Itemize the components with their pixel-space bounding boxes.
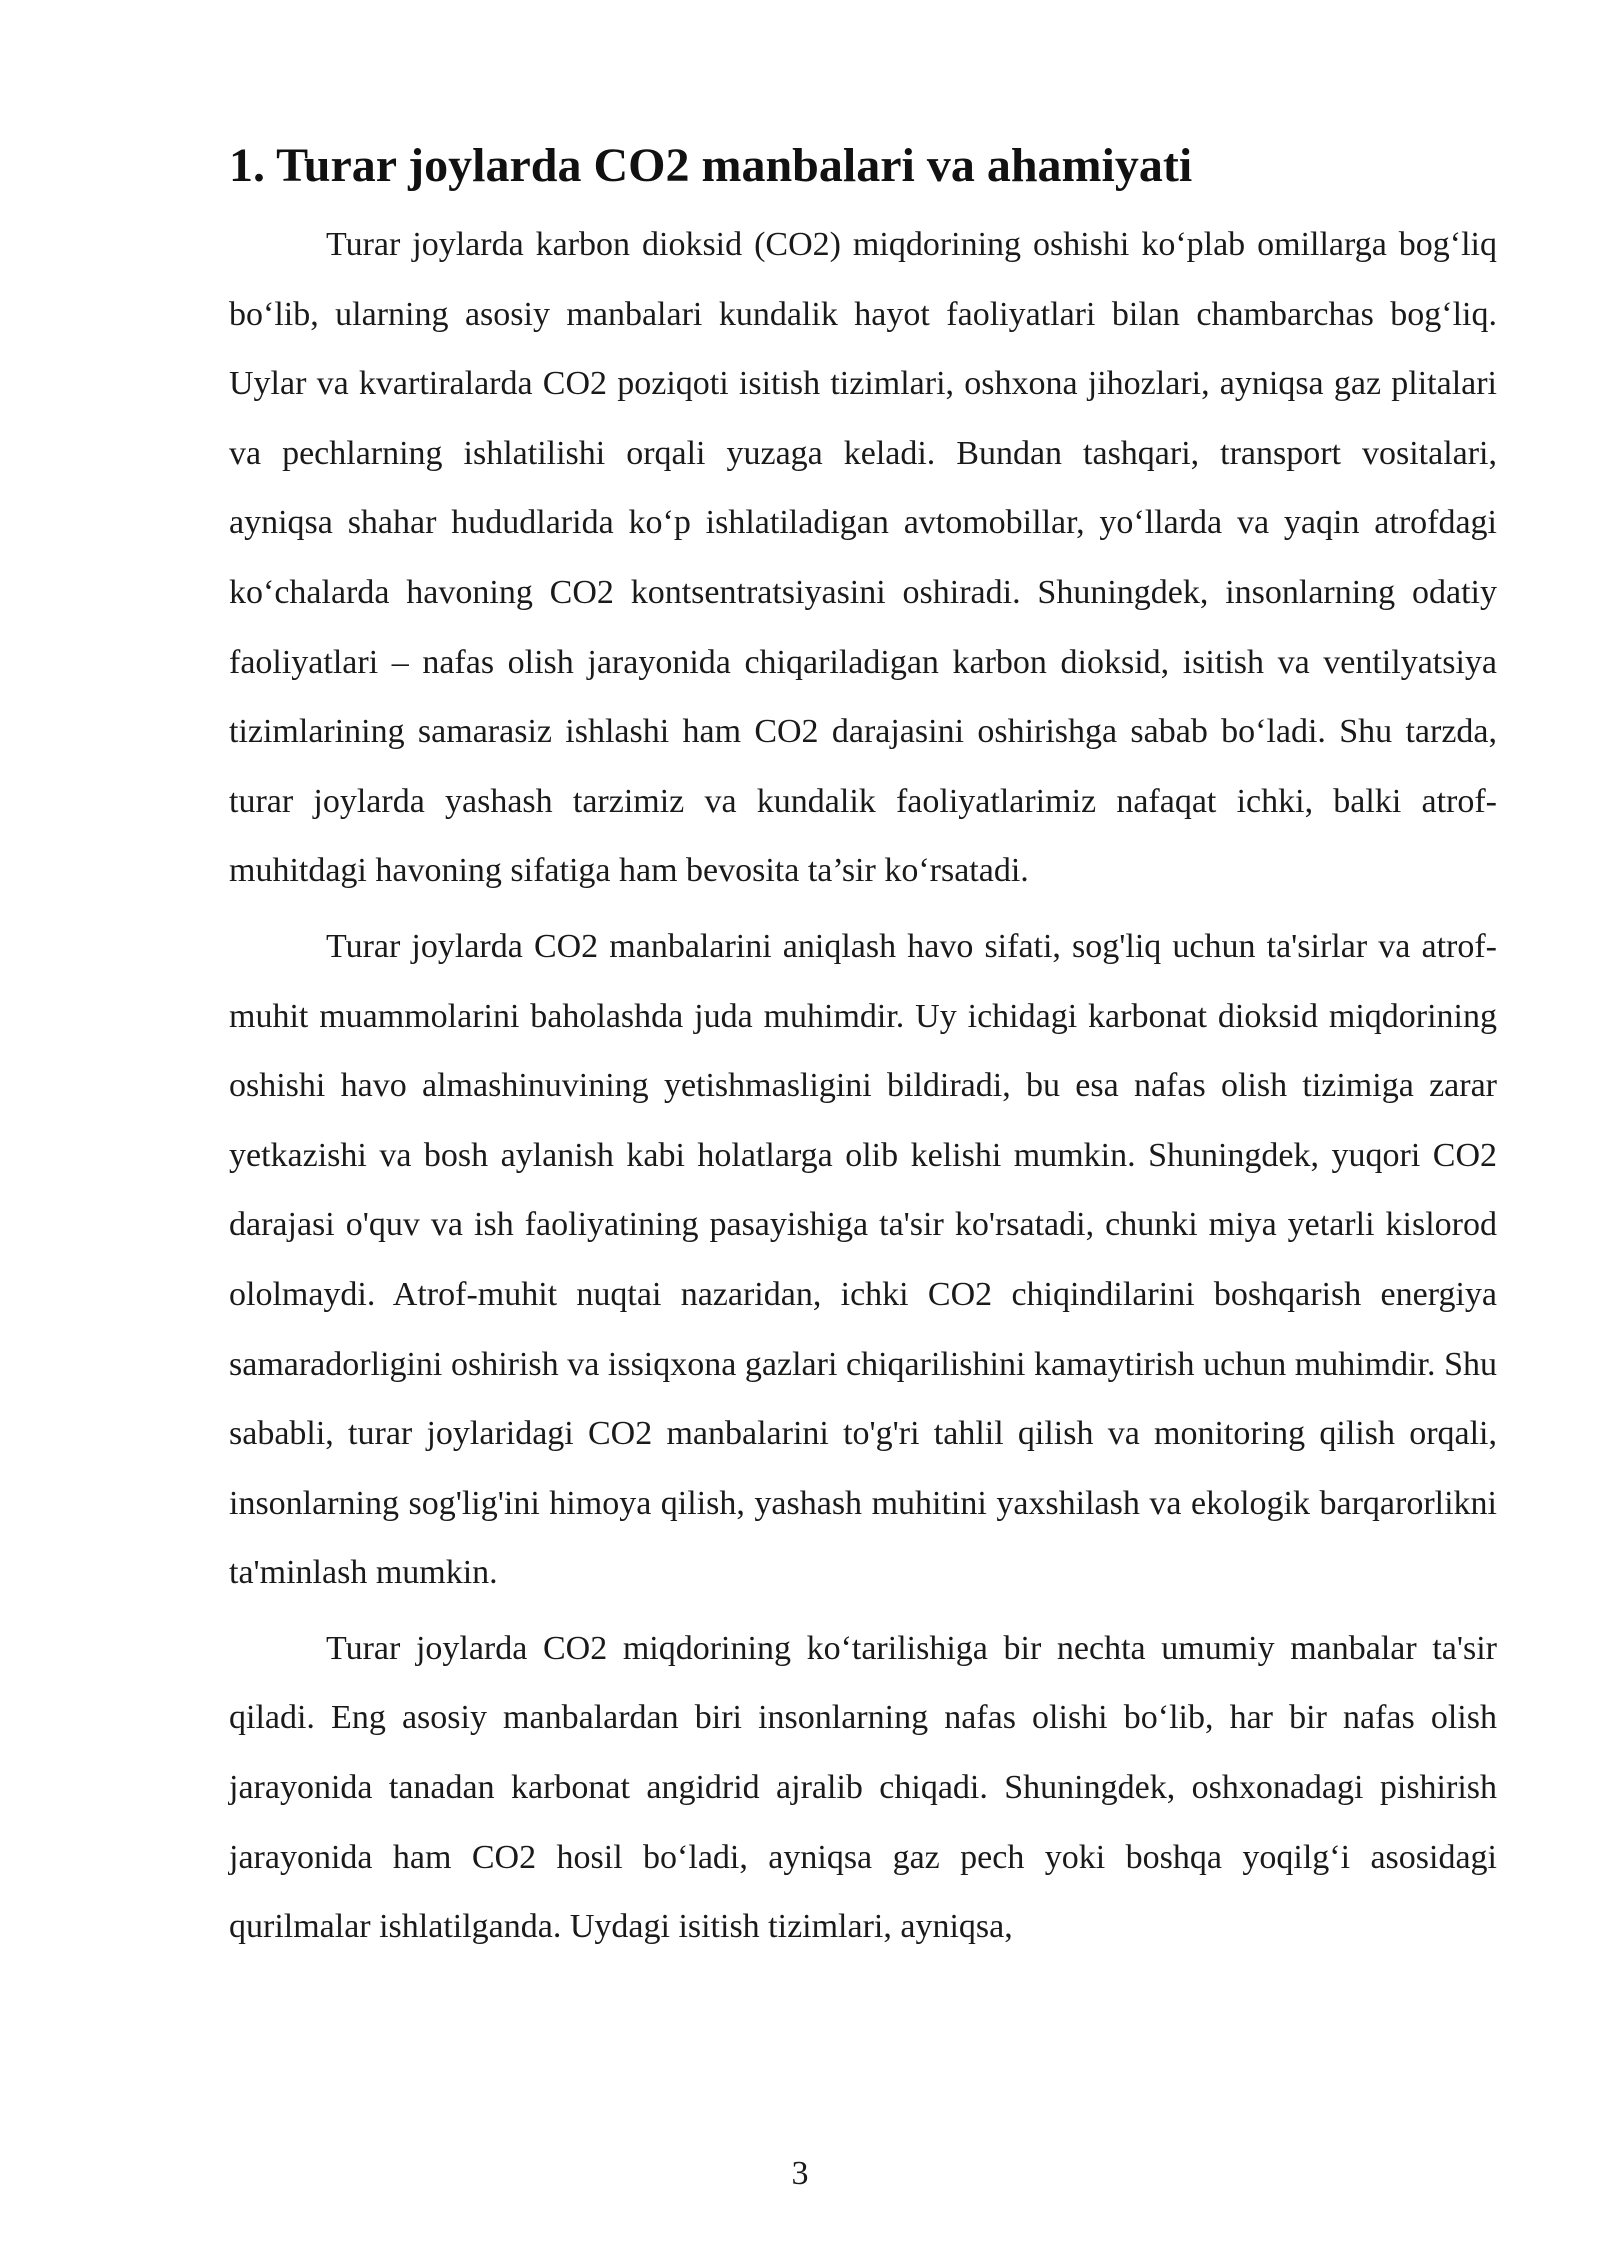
page-content: [229, 136, 1497, 1968]
page-number: 3: [791, 2155, 809, 2192]
section-heading: 1. Turar joylarda CO2 manbalari va ahamiyati: [229, 139, 1193, 192]
paragraph-common-sources: Turar joylarda CO2 miqdorining ko‘tarilishiga bir nechta umumiy manbalar ta'sir qiladi. Eng asosiy manbalardan biri insonlarning nafas olishi bo‘lib, har bir nafas olish jarayonida tanadan karbonat angidrid ajralib chiqadi. Shuningdek, oshxonadagi pishirish jarayonida ham CO2 hosil bo‘ladi, ayniqsa gaz pech yoki boshqa yoqilg‘i asosidagi qurilmalar ishlatilganda. Uydagi isitish tizimlari, ayniqsa,: [229, 1629, 1497, 1946]
paragraph-co2-importance: Turar joylarda CO2 manbalarini aniqlash havo sifati, sog'liq uchun ta'sirlar va atrof-muhit muammolarini baholashda juda muhimdir. Uy ichidagi karbonat dioksid miqdorining oshishi havo almashinuvining yetishmasligini bildiradi, bu esa nafas olish tizimiga zarar yetkazishi va bosh aylanish kabi holatlarga olib kelishi mumkin. Shuningdek, yuqori CO2 darajasi o'quv va ish faoliyatining pasayishiga ta'sir ko'rsatadi, chunki miya yetarli kislorod ololmaydi. Atrof-muhit nuqtai nazaridan, ichki CO2 chiqindilarini boshqarish energiya samaradorligini oshirish va issiqxona gazlari chiqarilishini kamaytirish uchun muhimdir. Shu sababli, turar joylaridagi CO2 manbalarini to'g'ri tahlil qilish va monitoring qilish orqali, insonlarning sog'lig'ini himoya qilish, yashash muhitini yaxshilash va ekologik barqarorlikni ta'minlash mumkin.: [229, 927, 1497, 1592]
paragraph-co2-sources: Turar joylarda karbon dioksid (CO2) miqdorining oshishi ko‘plab omillarga bog‘liq bo‘lib, ularning asosiy manbalari kundalik hayot faoliyatlari bilan chambarchas bog‘liq. Uylar va kvartiralarda CO2 poziqoti isitish tizimlari, oshxona jihozlari, ayniqsa gaz plitalari va pechlarning ishlatilishi orqali yuzaga keladi. Bundan tashqari, transport vositalari, ayniqsa shahar hududlarida ko‘p ishlatiladigan avtomobillar, yo‘llarda va yaqin atrofdagi ko‘chalarda havoning CO2 kontsentratsiyasini oshiradi. Shuningdek, insonlarning odatiy faoliyatlari – nafas olish jarayonida chiqariladigan karbon dioksid, isitish va ventilyatsiya tizimlarining samarasiz ishlashi ham CO2 darajasini oshirishga sabab bo‘ladi. Shu tarzda, turar joylarda yashash tarzimiz va kundalik faoliyatlarimiz nafaqat ichki, balki atrof-muhitdagi havoning sifatiga ham bevosita ta’sir ko‘rsatadi.: [229, 226, 1497, 890]
